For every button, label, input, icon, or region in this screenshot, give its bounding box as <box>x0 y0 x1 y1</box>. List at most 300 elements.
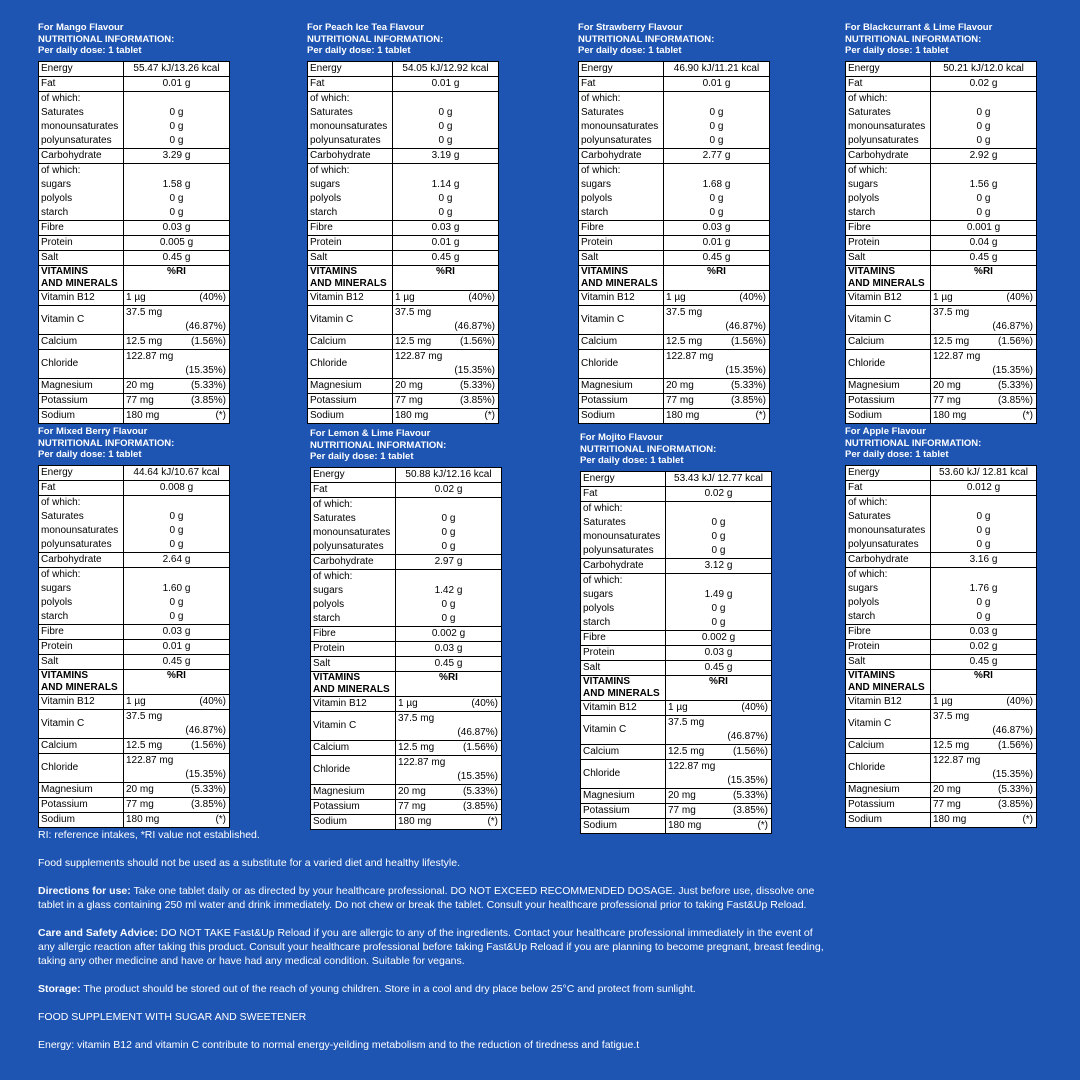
vitamin-amount: 12.5 mg <box>666 335 703 347</box>
row-label-energy: Energy <box>39 61 124 76</box>
row-label-poly: polyunsaturates <box>308 134 393 149</box>
nutrition-panel <box>307 22 499 424</box>
vitamin-value <box>931 349 1037 378</box>
daily-dose: Per daily dose: 1 tablet <box>38 45 142 56</box>
vitamin-amount: 180 mg <box>668 819 702 831</box>
saturates-value: 0 g <box>393 106 499 120</box>
sugars-value: 1.58 g <box>124 178 230 192</box>
vitamin-value <box>124 782 230 797</box>
vitamins-heading-line2: AND MINERALS <box>848 277 925 289</box>
saturates-value: 0 g <box>396 512 502 526</box>
panel-header <box>38 426 230 461</box>
protein-value: 0.02 g <box>931 639 1037 654</box>
row-label-carb: Carbohydrate <box>308 148 393 163</box>
vitamins-heading <box>308 265 393 290</box>
vitamin-ri: (15.35%) <box>185 364 226 376</box>
vitamin-name: Magnesium <box>39 378 124 393</box>
row-label-of-which: of which: <box>846 495 931 510</box>
mono-value: 0 g <box>666 530 772 544</box>
vitamin-amount: 20 mg <box>668 789 696 801</box>
vitamin-amount: 77 mg <box>933 798 961 810</box>
vitamins-heading <box>846 265 931 290</box>
row-label-carb: Carbohydrate <box>39 148 124 163</box>
row-label-starch: starch <box>846 610 931 625</box>
flavour-title: For Strawberry Flavour <box>578 22 683 33</box>
vitamin-ri: (15.35%) <box>727 774 768 786</box>
vitamin-name: Calcium <box>581 744 666 759</box>
row-label-fibre: Fibre <box>39 624 124 639</box>
starch-value: 0 g <box>931 610 1037 625</box>
energy-value: 53.60 kJ/ 12.81 kcal <box>931 465 1037 480</box>
nutrition-table <box>580 471 772 834</box>
row-label-mono: monounsaturates <box>308 120 393 134</box>
flavour-title: For Mixed Berry Flavour <box>38 426 148 437</box>
vitamin-ri: (*) <box>487 815 498 827</box>
row-label-of-which: of which: <box>311 569 396 584</box>
row-label-energy: Energy <box>308 61 393 76</box>
vitamin-value <box>931 782 1037 797</box>
vitamin-value <box>666 803 772 818</box>
vitamin-value <box>124 349 230 378</box>
fat-value: 0.01 g <box>124 76 230 91</box>
flavour-title: For Mango Flavour <box>38 22 124 33</box>
vitamins-heading-line2: AND MINERALS <box>313 683 390 695</box>
row-label-mono: monounsaturates <box>39 524 124 538</box>
vitamin-value <box>124 334 230 349</box>
vitamin-amount: 122.87 mg <box>126 350 174 362</box>
vitamin-amount: 20 mg <box>395 379 423 391</box>
row-label-protein: Protein <box>846 639 931 654</box>
row-label-fat: Fat <box>308 76 393 91</box>
poly-value: 0 g <box>124 134 230 149</box>
vitamin-name: Vitamin C <box>581 715 666 744</box>
row-label-protein: Protein <box>846 235 931 250</box>
sugars-value: 1.76 g <box>931 582 1037 596</box>
polyols-value: 0 g <box>393 192 499 206</box>
row-label-carb: Carbohydrate <box>579 148 664 163</box>
vitamins-heading <box>39 669 124 694</box>
vitamin-ri: (*) <box>1022 813 1033 825</box>
vitamin-value <box>396 711 502 740</box>
vitamin-value <box>931 290 1037 305</box>
salt-value: 0.45 g <box>393 250 499 265</box>
nutrition-panel <box>38 22 230 424</box>
vitamins-heading-line1: VITAMINS <box>583 675 631 687</box>
nutrition-table <box>38 465 230 828</box>
vitamin-name: Sodium <box>581 818 666 833</box>
row-label-starch: starch <box>39 610 124 625</box>
vitamins-heading-line1: VITAMINS <box>313 671 361 683</box>
vitamin-amount: 12.5 mg <box>933 335 970 347</box>
vitamin-name: Vitamin C <box>846 709 931 738</box>
vitamin-amount: 77 mg <box>126 394 154 406</box>
row-label-fibre: Fibre <box>579 220 664 235</box>
vitamin-value <box>124 812 230 827</box>
row-label-of-which: of which: <box>308 91 393 106</box>
row-label-of-which: of which: <box>581 501 666 516</box>
vitamin-ri: (15.35%) <box>992 768 1033 780</box>
vitamin-ri: (*) <box>484 409 495 421</box>
salt-value: 0.45 g <box>664 250 770 265</box>
vitamin-value <box>124 709 230 738</box>
vitamin-amount: 180 mg <box>398 815 432 827</box>
vitamin-value <box>931 393 1037 408</box>
row-label-protein: Protein <box>311 641 396 656</box>
carb-value: 3.16 g <box>931 552 1037 567</box>
row-label-sugars: sugars <box>846 582 931 596</box>
ri-heading: %RI <box>396 671 502 696</box>
protein-value: 0.005 g <box>124 235 230 250</box>
nutrition-info-title: NUTRITIONAL INFORMATION: <box>580 443 717 455</box>
vitamins-heading <box>579 265 664 290</box>
poly-value: 0 g <box>931 134 1037 149</box>
vitamin-value <box>666 700 772 715</box>
vitamin-name: Chloride <box>846 349 931 378</box>
vitamin-amount: 122.87 mg <box>933 350 981 362</box>
vitamin-value <box>931 812 1037 827</box>
vitamin-amount: 180 mg <box>666 409 700 421</box>
vitamin-ri: (15.35%) <box>992 364 1033 376</box>
vitamin-ri: (5.33%) <box>732 789 768 801</box>
fibre-value: 0.03 g <box>931 624 1037 639</box>
energy-value: 53.43 kJ/ 12.77 kcal <box>666 471 772 486</box>
vitamin-amount: 77 mg <box>126 798 154 810</box>
vitamin-name: Magnesium <box>579 378 664 393</box>
vitamin-ri: (*) <box>215 409 226 421</box>
vitamin-value <box>664 393 770 408</box>
vitamin-ri: (1.56%) <box>462 741 498 753</box>
vitamin-name: Vitamin C <box>311 711 396 740</box>
vitamin-name: Calcium <box>311 740 396 755</box>
salt-value: 0.45 g <box>666 660 772 675</box>
vitamins-heading-line1: VITAMINS <box>848 669 896 681</box>
daily-dose: Per daily dose: 1 tablet <box>578 45 682 56</box>
vitamin-name: Chloride <box>581 759 666 788</box>
vitamin-value <box>124 408 230 423</box>
protein-value: 0.04 g <box>931 235 1037 250</box>
directions-text: Take one tablet daily or as directed by your healthcare professional. DO NOT EXCEED RECOMMENDED DOSAGE. Just before use, dissolve one tablet in a glass containing 250 ml water and drink immediately. Do not chew or break the tablet. Consult your healthcare professional prior to taking Fast&Up Reload. <box>38 885 815 911</box>
vitamin-value <box>124 753 230 782</box>
vitamin-ri: (5.33%) <box>997 379 1033 391</box>
vitamin-value <box>393 408 499 423</box>
flavour-title: For Lemon & Lime Flavour <box>310 428 431 439</box>
vitamin-amount: 122.87 mg <box>395 350 443 362</box>
row-label-sugars: sugars <box>581 588 666 602</box>
row-label-polyols: polyols <box>311 598 396 612</box>
vitamin-amount: 20 mg <box>666 379 694 391</box>
row-label-saturates: Saturates <box>846 510 931 524</box>
fat-value: 0.01 g <box>393 76 499 91</box>
poly-value: 0 g <box>124 538 230 553</box>
vitamin-name: Vitamin C <box>39 709 124 738</box>
vitamin-name: Potassium <box>846 797 931 812</box>
carb-value: 3.19 g <box>393 148 499 163</box>
row-label-salt: Salt <box>39 654 124 669</box>
fibre-value: 0.03 g <box>124 624 230 639</box>
salt-value: 0.45 g <box>931 654 1037 669</box>
vitamin-value <box>931 408 1037 423</box>
row-label-protein: Protein <box>581 645 666 660</box>
nutrition-info-title: NUTRITIONAL INFORMATION: <box>38 437 175 449</box>
vitamin-name: Vitamin B12 <box>846 694 931 709</box>
vitamin-name: Sodium <box>308 408 393 423</box>
vitamin-amount: 12.5 mg <box>395 335 432 347</box>
vitamin-name: Magnesium <box>846 378 931 393</box>
vitamin-ri: (3.85%) <box>190 394 226 406</box>
vitamin-ri: (46.87%) <box>185 724 226 736</box>
vitamin-ri: (5.33%) <box>190 379 226 391</box>
vitamin-amount: 1 µg <box>666 291 686 303</box>
vitamin-amount: 37.5 mg <box>395 306 432 318</box>
salt-value: 0.45 g <box>124 654 230 669</box>
vitamin-amount: 20 mg <box>126 783 154 795</box>
vitamin-value <box>396 784 502 799</box>
vitamin-name: Vitamin C <box>39 305 124 334</box>
poly-value: 0 g <box>931 538 1037 553</box>
vitamin-ri: (*) <box>215 813 226 825</box>
nutrition-info-title: NUTRITIONAL INFORMATION: <box>310 439 447 451</box>
vitamin-amount: 37.5 mg <box>398 712 435 724</box>
starch-value: 0 g <box>124 206 230 221</box>
vitamin-ri: (*) <box>1022 409 1033 421</box>
polyols-value: 0 g <box>931 596 1037 610</box>
fibre-value: 0.03 g <box>393 220 499 235</box>
row-label-salt: Salt <box>846 654 931 669</box>
directions-paragraph <box>38 884 828 912</box>
vitamin-ri: (46.87%) <box>185 320 226 332</box>
row-label-poly: polyunsaturates <box>39 134 124 149</box>
row-label-poly: polyunsaturates <box>579 134 664 149</box>
vitamin-ri: (40%) <box>1006 291 1033 303</box>
poly-value: 0 g <box>666 544 772 559</box>
vitamin-value <box>931 753 1037 782</box>
row-label-polyols: polyols <box>579 192 664 206</box>
row-label-of-which: of which: <box>39 91 124 106</box>
vitamins-heading-line1: VITAMINS <box>310 265 358 277</box>
fibre-value: 0.03 g <box>124 220 230 235</box>
vitamin-ri: (40%) <box>199 695 226 707</box>
vitamin-amount: 37.5 mg <box>126 710 163 722</box>
row-label-mono: monounsaturates <box>846 120 931 134</box>
row-label-fat: Fat <box>311 482 396 497</box>
row-label-sugars: sugars <box>311 584 396 598</box>
saturates-value: 0 g <box>931 510 1037 524</box>
vitamin-amount: 77 mg <box>395 394 423 406</box>
row-label-protein: Protein <box>39 235 124 250</box>
energy-value: 55.47 kJ/13.26 kcal <box>124 61 230 76</box>
vitamin-value <box>396 696 502 711</box>
ri-heading: %RI <box>664 265 770 290</box>
daily-dose: Per daily dose: 1 tablet <box>845 45 949 56</box>
vitamin-amount: 37.5 mg <box>933 710 970 722</box>
supplement-note: Food supplements should not be used as a substitute for a varied diet and healthy lifestyle. <box>38 857 461 869</box>
row-label-carb: Carbohydrate <box>846 552 931 567</box>
vitamins-heading-line2: AND MINERALS <box>310 277 387 289</box>
row-label-salt: Salt <box>846 250 931 265</box>
nutrition-table <box>310 467 502 830</box>
fat-value: 0.02 g <box>931 76 1037 91</box>
vitamin-amount: 20 mg <box>933 379 961 391</box>
vitamins-heading <box>581 675 666 700</box>
care-paragraph <box>38 926 828 968</box>
daily-dose: Per daily dose: 1 tablet <box>307 45 411 56</box>
vitamin-value <box>124 305 230 334</box>
row-label-fibre: Fibre <box>311 626 396 641</box>
nutrition-panel <box>580 432 772 834</box>
row-label-energy: Energy <box>581 471 666 486</box>
row-label-energy: Energy <box>311 467 396 482</box>
mono-value: 0 g <box>664 120 770 134</box>
vitamin-ri: (5.33%) <box>459 379 495 391</box>
protein-value: 0.01 g <box>393 235 499 250</box>
vitamin-ri: (1.56%) <box>190 335 226 347</box>
vitamin-value <box>124 797 230 812</box>
row-label-starch: starch <box>581 616 666 631</box>
vitamin-name: Chloride <box>579 349 664 378</box>
row-label-energy: Energy <box>846 465 931 480</box>
carb-value: 3.29 g <box>124 148 230 163</box>
starch-value: 0 g <box>666 616 772 631</box>
panel-header <box>578 22 770 57</box>
mono-value: 0 g <box>396 526 502 540</box>
row-label-polyols: polyols <box>846 596 931 610</box>
energy-value: 50.88 kJ/12.16 kcal <box>396 467 502 482</box>
vitamin-amount: 180 mg <box>933 813 967 825</box>
row-label-fat: Fat <box>579 76 664 91</box>
vitamin-amount: 20 mg <box>126 379 154 391</box>
vitamin-name: Chloride <box>846 753 931 782</box>
row-label-salt: Salt <box>311 656 396 671</box>
vitamin-value <box>664 290 770 305</box>
vitamin-amount: 180 mg <box>126 813 160 825</box>
nutrition-table <box>307 61 499 424</box>
row-label-salt: Salt <box>39 250 124 265</box>
row-label-carb: Carbohydrate <box>581 558 666 573</box>
nutrition-info-title: NUTRITIONAL INFORMATION: <box>845 437 982 449</box>
salt-value: 0.45 g <box>124 250 230 265</box>
vitamin-name: Vitamin B12 <box>39 694 124 709</box>
sugars-value: 1.68 g <box>664 178 770 192</box>
row-label-mono: monounsaturates <box>579 120 664 134</box>
nutrition-table <box>578 61 770 424</box>
vitamin-ri: (1.56%) <box>997 739 1033 751</box>
row-label-fibre: Fibre <box>581 630 666 645</box>
vitamin-ri: (1.56%) <box>459 335 495 347</box>
row-label-of-which: of which: <box>39 495 124 510</box>
vitamin-amount: 122.87 mg <box>126 754 174 766</box>
nutrition-table <box>845 465 1037 828</box>
vitamin-amount: 20 mg <box>933 783 961 795</box>
vitamins-heading-line2: AND MINERALS <box>41 277 118 289</box>
vitamin-name: Sodium <box>846 408 931 423</box>
nutrition-panel <box>310 428 502 830</box>
row-label-mono: monounsaturates <box>581 530 666 544</box>
panel-header <box>580 432 772 467</box>
row-label-poly: polyunsaturates <box>846 538 931 553</box>
vitamin-value <box>666 759 772 788</box>
vitamin-name: Vitamin C <box>579 305 664 334</box>
vitamin-value <box>664 378 770 393</box>
vitamin-name: Calcium <box>579 334 664 349</box>
fat-value: 0.008 g <box>124 480 230 495</box>
vitamins-heading-line1: VITAMINS <box>848 265 896 277</box>
storage-paragraph <box>38 982 828 996</box>
vitamin-name: Potassium <box>308 393 393 408</box>
ri-heading: %RI <box>393 265 499 290</box>
care-label: Care and Safety Advice: <box>38 927 158 939</box>
row-label-mono: monounsaturates <box>311 526 396 540</box>
vitamin-amount: 37.5 mg <box>933 306 970 318</box>
vitamin-amount: 1 µg <box>933 291 953 303</box>
row-label-polyols: polyols <box>846 192 931 206</box>
carb-value: 2.77 g <box>664 148 770 163</box>
row-label-protein: Protein <box>308 235 393 250</box>
sugars-value: 1.42 g <box>396 584 502 598</box>
vitamin-value <box>664 408 770 423</box>
vitamin-ri: (40%) <box>1006 695 1033 707</box>
vitamin-ri: (15.35%) <box>725 364 766 376</box>
vitamins-heading <box>846 669 931 694</box>
saturates-value: 0 g <box>124 106 230 120</box>
vitamin-name: Magnesium <box>39 782 124 797</box>
fibre-value: 0.002 g <box>396 626 502 641</box>
polyols-value: 0 g <box>124 192 230 206</box>
vitamin-amount: 1 µg <box>933 695 953 707</box>
vitamin-amount: 37.5 mg <box>666 306 703 318</box>
vitamin-ri: (15.35%) <box>185 768 226 780</box>
notes-section <box>38 828 828 1066</box>
vitamin-amount: 12.5 mg <box>933 739 970 751</box>
poly-value: 0 g <box>396 540 502 555</box>
vitamin-ri: (5.33%) <box>462 785 498 797</box>
carb-value: 2.92 g <box>931 148 1037 163</box>
row-label-of-which: of which: <box>579 91 664 106</box>
saturates-value: 0 g <box>124 510 230 524</box>
row-label-sugars: sugars <box>308 178 393 192</box>
vitamin-value <box>393 290 499 305</box>
row-label-starch: starch <box>579 206 664 221</box>
vitamins-heading <box>39 265 124 290</box>
salt-value: 0.45 g <box>931 250 1037 265</box>
vitamin-value <box>931 378 1037 393</box>
starch-value: 0 g <box>664 206 770 221</box>
mono-value: 0 g <box>124 120 230 134</box>
energy-value: 50.21 kJ/12.0 kcal <box>931 61 1037 76</box>
vitamin-ri: (40%) <box>471 697 498 709</box>
carb-value: 3.12 g <box>666 558 772 573</box>
carb-value: 2.97 g <box>396 554 502 569</box>
vitamin-ri: (5.33%) <box>730 379 766 391</box>
vitamin-value <box>664 334 770 349</box>
fat-value: 0.02 g <box>666 486 772 501</box>
vitamin-ri: (46.87%) <box>454 320 495 332</box>
row-label-fibre: Fibre <box>39 220 124 235</box>
row-label-fibre: Fibre <box>846 624 931 639</box>
row-label-sugars: sugars <box>846 178 931 192</box>
row-label-carb: Carbohydrate <box>846 148 931 163</box>
vitamin-ri: (*) <box>755 409 766 421</box>
vitamin-value <box>396 755 502 784</box>
fat-value: 0.01 g <box>664 76 770 91</box>
protein-value: 0.03 g <box>396 641 502 656</box>
vitamin-ri: (3.85%) <box>459 394 495 406</box>
vitamin-value <box>666 788 772 803</box>
vitamin-amount: 20 mg <box>398 785 426 797</box>
vitamin-ri: (40%) <box>199 291 226 303</box>
vitamin-name: Sodium <box>39 812 124 827</box>
row-label-fat: Fat <box>39 480 124 495</box>
vitamin-ri: (1.56%) <box>997 335 1033 347</box>
